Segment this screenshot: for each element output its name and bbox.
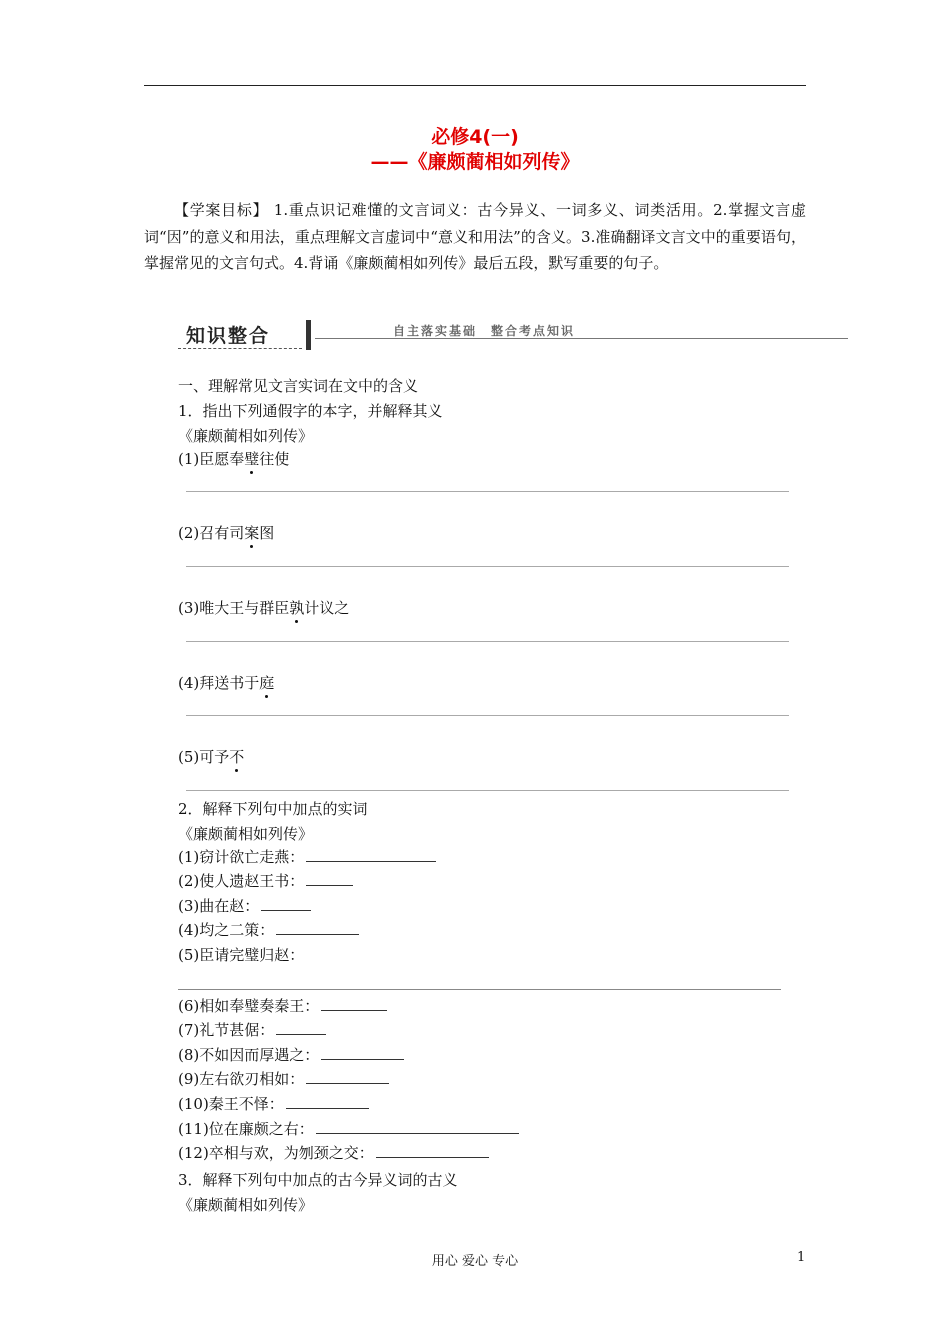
section-heading: 一、理解常见文言实词在文中的含义 (178, 377, 419, 395)
q3-heading: 3．解释下列句中加点的古今异义词的古义 (178, 1171, 458, 1189)
banner-bar (306, 320, 311, 350)
emphasized-char: 案 (244, 524, 260, 542)
q3-source: 《廉颇蔺相如列传》 (178, 1196, 314, 1214)
goal-label: 【学案目标】 (174, 201, 269, 219)
emphasized-char: 璧 (244, 450, 260, 468)
answer-blank[interactable] (286, 1094, 369, 1109)
answer-line[interactable] (186, 790, 789, 791)
answer-blank[interactable] (316, 1119, 519, 1134)
q2-item: (10)秦王不怿： (178, 1094, 369, 1114)
answer-line[interactable] (186, 566, 789, 567)
q2-item: (6)相如奉璧奏秦王： (178, 996, 387, 1016)
answer-line[interactable] (186, 491, 789, 492)
q2-item: (2)使人遗赵王书： (178, 871, 353, 891)
q2-item: (11)位在廉颇之右： (178, 1119, 519, 1139)
q2-item: (9)左右欲刃相如： (178, 1069, 389, 1089)
q2-heading: 2．解释下列句中加点的实词 (178, 800, 368, 818)
answer-blank[interactable] (321, 996, 387, 1011)
answer-blank[interactable] (276, 1020, 326, 1035)
answer-line[interactable] (186, 715, 789, 716)
q2-source: 《廉颇蔺相如列传》 (178, 825, 314, 843)
q1-item: (2)召有司案图 (178, 524, 275, 542)
q1-item: (1)臣愿奉璧往使 (178, 450, 290, 468)
page-number: 1 (797, 1250, 806, 1265)
emphasized-char: 庭 (259, 674, 275, 692)
q2-item: (12)卒相与欢，为刎颈之交： (178, 1143, 489, 1163)
answer-blank[interactable] (306, 1069, 389, 1084)
answer-line[interactable] (186, 641, 789, 642)
goal-text: 1.重点识记难懂的文言词义：古今异义、一词多义、词类活用。2.掌握文言虚词“因”的意义和用法，重点理解文言虚词中“意义和用法”的含义。3.准确翻译文言文中的重要语句，掌握常见的文言句式。4.背诵《廉颇蔺相如列传》最后五段，默写重要的句子。 (144, 201, 806, 272)
banner-dashed-underline (178, 348, 302, 349)
q2-item: (3)曲在赵： (178, 896, 311, 916)
answer-blank[interactable] (261, 896, 311, 911)
q1-heading: 1．指出下列通假字的本字，并解释其义 (178, 402, 443, 420)
answer-blank[interactable] (276, 920, 359, 935)
q2-item: (5)臣请完璧归赵： (178, 946, 305, 964)
answer-line[interactable] (178, 989, 781, 990)
answer-blank[interactable] (321, 1045, 404, 1060)
answer-blank[interactable] (306, 847, 436, 862)
footer-slogan: 用心 爱心 专心 (431, 1254, 519, 1269)
page-subtitle: ——《廉颇蔺相如列传》 (370, 151, 580, 173)
q2-item: (1)窃计欲亡走燕： (178, 847, 436, 867)
answer-blank[interactable] (306, 871, 353, 886)
section-banner (178, 320, 848, 350)
q1-item: (5)可予不 (178, 748, 245, 766)
q2-item: (7)礼节甚倨： (178, 1020, 326, 1040)
header-rule (144, 85, 806, 86)
q2-item: (4)均之二策： (178, 920, 359, 940)
page-title: 必修4(一) (431, 126, 519, 148)
q1-item: (3)唯大王与群臣孰计议之 (178, 599, 350, 617)
q1-item: (4)拜送书于庭 (178, 674, 275, 692)
emphasized-char: 孰 (289, 599, 305, 617)
answer-blank[interactable] (376, 1143, 489, 1158)
banner-subtitle: 自主落实基础 整合考点知识 (393, 324, 576, 338)
q1-source: 《廉颇蔺相如列传》 (178, 427, 314, 445)
q2-item: (8)不如因而厚遇之： (178, 1045, 404, 1065)
emphasized-char: 不 (229, 748, 245, 766)
banner-heading: 知识整合 (186, 325, 271, 347)
study-goals (144, 197, 806, 277)
